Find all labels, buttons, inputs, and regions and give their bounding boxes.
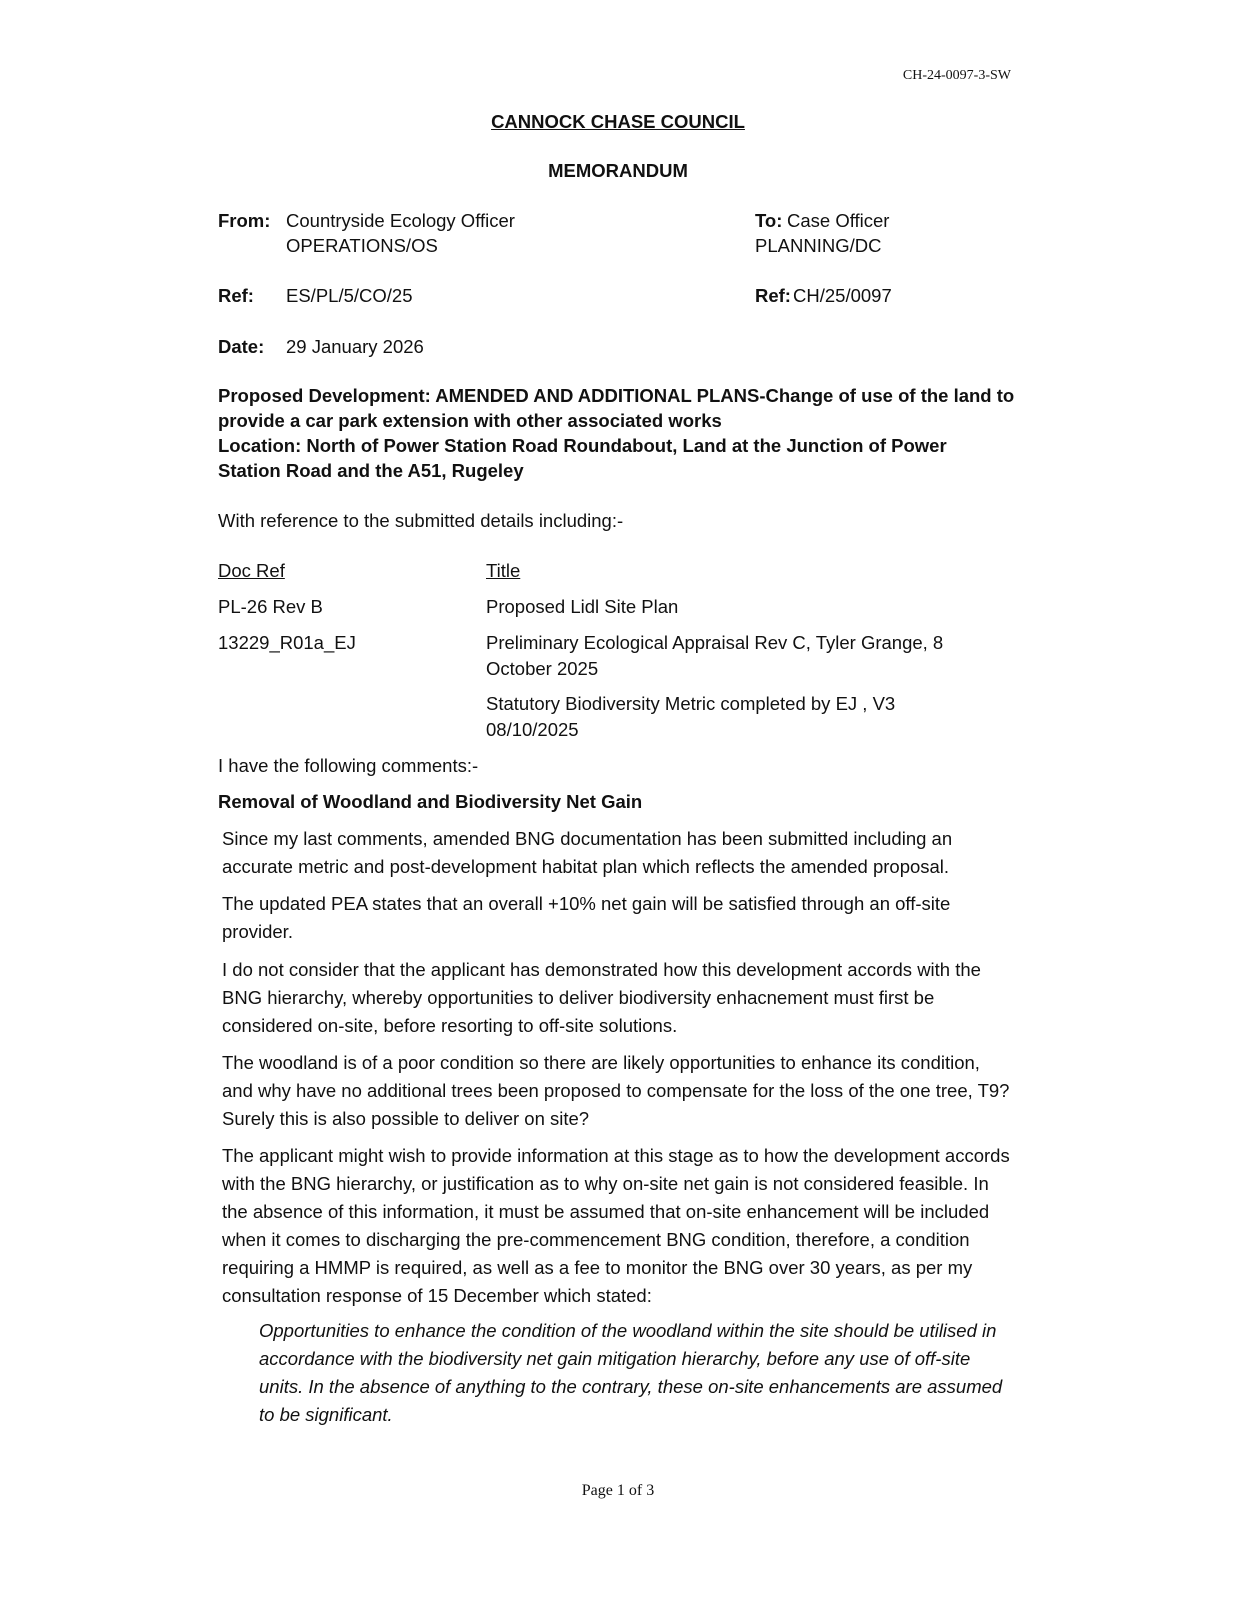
ref-from-value: ES/PL/5/CO/25: [286, 285, 413, 306]
paragraph: The updated PEA states that an overall +10% net gain will be satisfied through an off-site provider.: [222, 893, 951, 942]
paragraph: I do not consider that the applicant has demonstrated how this development accords with the BNG hierarchy, whereby opportunities to deliver biodiversity enhacnement must first be considered on-site, before resorting to off-site solutions.: [222, 959, 981, 1036]
from-label: From:: [218, 210, 271, 231]
location-line1: Location: North of Power Station Road Roundabout, Land at the Junction of Power: [218, 435, 947, 456]
to-line2: PLANNING/DC: [755, 235, 882, 256]
table-header-docref: Doc Ref: [218, 560, 285, 581]
proposal-line2: provide a car park extension with other associated works: [218, 410, 722, 431]
section-heading: Removal of Woodland and Biodiversity Net Gain: [218, 791, 643, 812]
ref-to-value: CH/25/0097: [793, 285, 892, 306]
table-row-ref: 13229_R01a_EJ: [218, 632, 356, 653]
from-line2: OPERATIONS/OS: [286, 235, 438, 256]
table-row-title-cont: 08/10/2025: [486, 719, 579, 740]
table-row-title: Proposed Lidl Site Plan: [486, 596, 679, 617]
to-line1: Case Officer: [787, 210, 890, 231]
proposal-line1: Proposed Development: AMENDED AND ADDITIONAL PLANS-Change of use of the land to: [218, 385, 1015, 406]
table-row-title: Statutory Biodiversity Metric completed by EJ , V3: [486, 693, 896, 714]
location-line2: Station Road and the A51, Rugeley: [218, 460, 524, 481]
council-title: CANNOCK CHASE COUNCIL: [491, 111, 745, 132]
table-row-ref: PL-26 Rev B: [218, 596, 323, 617]
paragraph: The woodland is of a poor condition so there are likely opportunities to enhance its condition, and why have no additional trees been proposed to compensate for the loss of the one tree, T9? Surely this is also possible to deliver on site?: [222, 1052, 1010, 1129]
to-label: To:: [755, 210, 783, 231]
memo-title: MEMORANDUM: [548, 160, 688, 181]
table-header-title: Title: [486, 560, 521, 581]
paragraph: The applicant might wish to provide information at this stage as to how the development accords with the BNG hierarchy, or justification as to why on-site net gain is not considered feasible. In the absence of this information, it must be assumed that on-site enhancement will be included when it comes to discharging the pre-commencement BNG condition, therefore, a condition requiring a HMMP is required, as well as a fee to monitor the BNG over 30 years, as per my consultation response of 15 December which stated:: [222, 1145, 1010, 1306]
date-label: Date:: [218, 336, 265, 357]
date-value: 29 January 2026: [286, 336, 424, 357]
quoted-response: Opportunities to enhance the condition of the woodland within the site should be utilised in accordance with the biodiversity net gain mitigation hierarchy, before any use of off-site units. In the absence of anything to the contrary, these on-site enhancements are assumed to be significant.: [259, 1320, 1003, 1425]
ref-from-label: Ref:: [218, 285, 254, 306]
paragraph: Since my last comments, amended BNG documentation has been submitted including an accurate metric and post-development habitat plan which reflects the amended proposal.: [222, 828, 953, 877]
from-line1: Countryside Ecology Officer: [286, 210, 515, 231]
comments-intro: I have the following comments:-: [218, 755, 479, 776]
document-reference: CH-24-0097-3-SW: [902, 68, 1011, 83]
table-row-title-cont: October 2025: [486, 658, 599, 679]
page-number: Page 1 of 3: [581, 1482, 655, 1499]
table-row-title: Preliminary Ecological Appraisal Rev C, Tyler Grange, 8: [486, 632, 944, 653]
intro-text: With reference to the submitted details including:-: [218, 510, 624, 531]
ref-to-label: Ref:: [755, 285, 791, 306]
